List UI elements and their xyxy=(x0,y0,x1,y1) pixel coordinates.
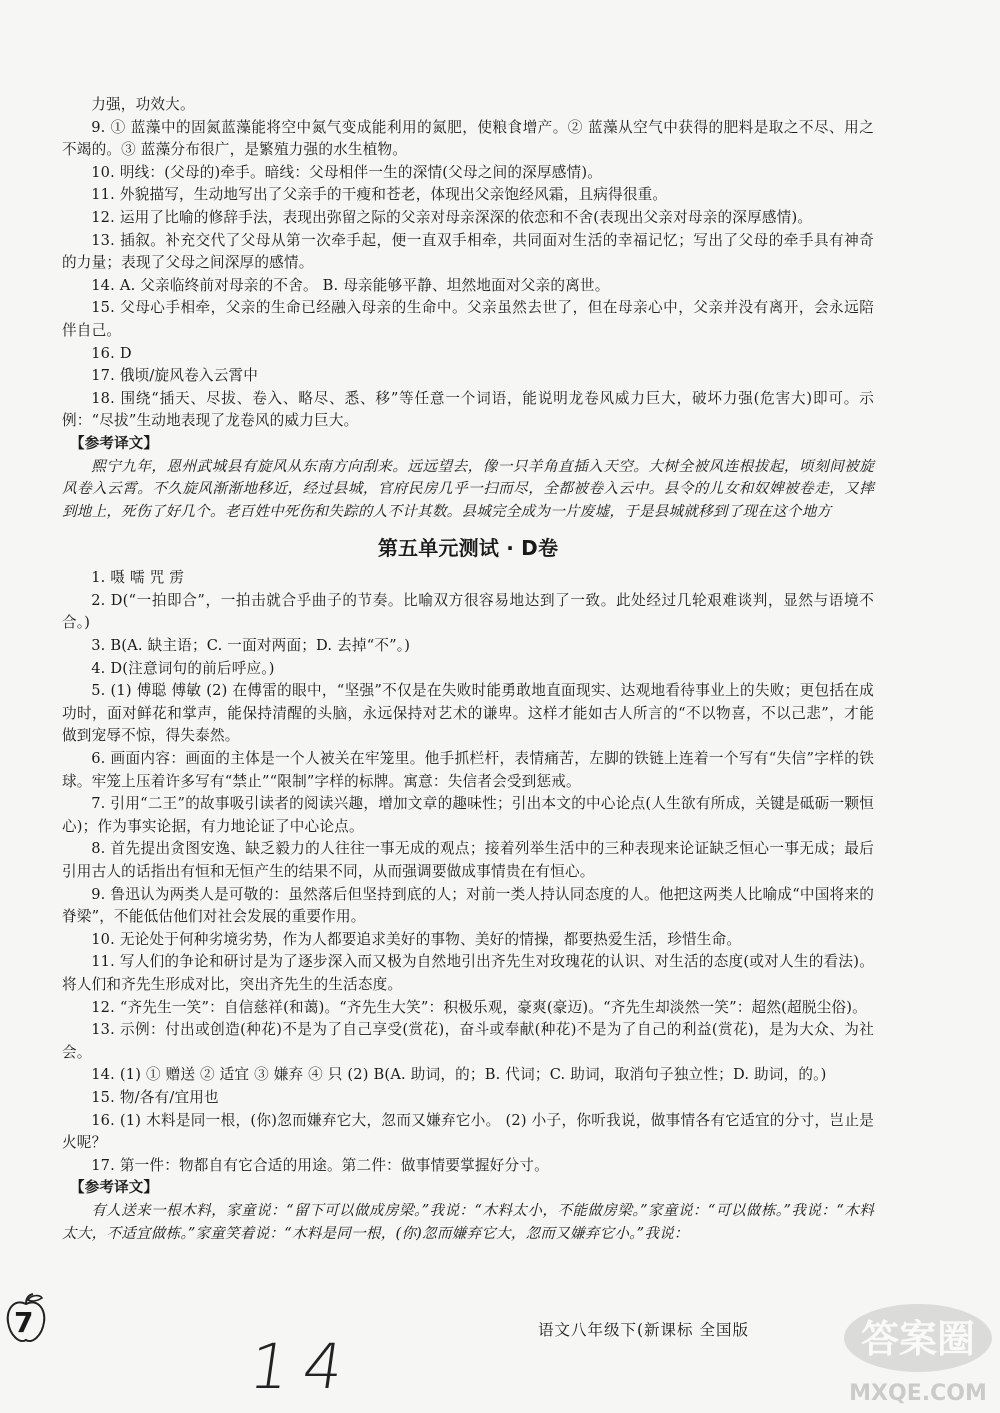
answer-item: 18. 围绕“插天、尽拔、卷入、略尽、悉、移”等任意一个词语，能说明龙卷风威力巨大，破坏力强(危害大)即可。示例：“尽拔”生动地表现了龙卷风的威力巨大。 xyxy=(62,389,874,430)
answer-item: 3. B(A. 缺主语；C. 一面对两面；D. 去掉“不”。) xyxy=(91,637,411,655)
answer-item: 2. D(“一拍即合”，一拍击就合乎曲子的节奏。比喻双方很容易地达到了一致。此处经过几轮艰难谈判，显然与语境不合。) xyxy=(62,591,874,632)
answer-item: 1. 嗫 嚅 咒 雳 xyxy=(91,569,185,587)
answer-item: 力强，功效大。 xyxy=(91,96,195,113)
footer-text: 语文八年级下(新课标 全国版 xyxy=(538,1321,749,1339)
reference-translation-text: 熙宁九年，恩州武城县有旋风从东南方向刮来。远远望去，像一只羊角直插入天空。大树全被风连根拔起，顷刻间被旋风卷入云霄。不久旋风渐渐地移近，经过县城，官府民房几乎一扫而尽，全都被卷入云中。县令的儿女和奴婢被卷走，又摔到地上，死伤了好几个。老百姓中死伤和失踪的人不计其数。县城完全成为一片废墟，于是县城就移到了现在这个地方 xyxy=(62,457,874,520)
answer-item: 12. 运用了比喻的修辞手法，表现出弥留之际的父亲对母亲深深的依恋和不舍(表现出父亲对母亲的深厚感情)。 xyxy=(91,208,813,226)
answer-item: 4. D(注意词句的前后呼应。) xyxy=(91,659,275,677)
answer-item: 16. D xyxy=(91,344,132,362)
answer-item: 17. 俄顷/旋风卷入云霄中 xyxy=(91,367,259,385)
reference-translation-label: 【参考译文】 xyxy=(70,435,159,452)
answer-item: 8. 首先提出贪图安逸、缺乏毅力的人往往一事无成的观点；接着列举生活中的三种表现来论证缺乏恒心一事无成；最后引用古人的话指出有恒和无恒产生的结果不同，从而强调要做成事情贵在有恒心。 xyxy=(62,840,874,880)
answer-item: 11. 写人们的争论和研讨是为了逐步深入而又极为自然地引出齐先生对玫瑰花的认识、对生活的态度(或对人生的看法)。将人们和齐先生形成对比，突出齐先生的生活态度。 xyxy=(62,953,874,993)
watermark-logo xyxy=(838,1300,998,1410)
answer-item: 5. (1) 傅聪 傅敏 (2) 在傅雷的眼中，“坚强”不仅是在失败时能勇敢地直面现实、达观地看待事业上的失败；更包括在成功时，面对鲜花和掌声，能保持清醒的头脑，永远保持对艺术的谦卑。这样才能如古人所言的“不以物喜，不以己悲”，才能做到宠辱不惊，得失泰然。 xyxy=(62,682,874,745)
answer-item: 13. 示例：付出或创造(种花)不是为了自己享受(赏花)，奋斗或奉献(种花)不是为了自己的利益(赏花)，是为大众、为社会。 xyxy=(62,1021,874,1061)
answer-item: 15. 父母心手相牵，父亲的生命已经融入母亲的生命中。父亲虽然去世了，但在母亲心中，父亲并没有离开，会永远陪伴自己。 xyxy=(62,299,874,339)
answer-item: 15. 物/各有/宜用也 xyxy=(91,1088,219,1106)
answer-item: 9. 鲁迅认为两类人是可敬的：虽然落后但坚持到底的人；对前一类人持认同态度的人。他把这两类人比喻成“中国将来的脊梁”，不能低估他们对社会发展的重要作用。 xyxy=(62,885,874,926)
answer-item: 14. (1) ① 赠送 ② 适宜 ③ 嫌弃 ④ 只 (2) B(A. 助词，的；B. 代词；C. 助词，取消句子独立性；D. 助词，的。) xyxy=(91,1066,827,1084)
answer-item: 7. 引用“二王”的故事吸引读者的阅读兴趣，增加文章的趣味性；引出本文的中心论点(人生欲有所成，关键是砥砺一颗恒心)；作为事实论据，有力地论证了中心论点。 xyxy=(62,795,874,835)
answer-item: 10. 无论处于何种劣境劣势，作为人都要追求美好的事物、美好的情操，都要热爱生活，珍惜生命。 xyxy=(91,930,742,948)
answer-item: 12. “齐先生一笑”：自信慈祥(和蔼)。“齐先生大笑”：积极乐观，豪爽(豪迈)。“齐先生却淡然一笑”：超然(超脱尘俗)。 xyxy=(91,998,867,1016)
page-number: 7 xyxy=(14,1306,34,1339)
section-title: 第五单元测试 · D卷 xyxy=(377,536,559,561)
page-content xyxy=(62,94,874,1245)
answer-item: 9. ① 蓝藻中的固氮蓝藻能将空中氮气变成能利用的氮肥，使粮食增产。② 蓝藻从空气中获得的肥料是取之不尽、用之不竭的。③ 蓝藻分布很广，是繁殖力强的水生植物。 xyxy=(62,118,874,159)
watermark-text: 答案圈 xyxy=(860,1317,976,1361)
answers-unit-4 xyxy=(62,94,874,433)
answer-item: 11. 外貌描写，生动地写出了父亲手的干瘦和苍老，体现出父亲饱经风霜，且病得很重。 xyxy=(91,186,668,204)
reference-translation-text-2: 有人送来一根木料，家童说：“留下可以做成房梁。”我说：“木料太小，不能做房梁。”家童说：“可以做栋。”我说：“木料太大，不适宜做栋。”家童笑着说：“木料是同一根，(你)忽而嫌弃它大，忽而又嫌弃它小。”我说： xyxy=(62,1201,874,1242)
answer-item: 17. 第一件：物都自有它合适的用途。第二件：做事情要掌握好分寸。 xyxy=(91,1156,549,1174)
answer-item: 6. 画面内容：画面的主体是一个人被关在牢笼里。他手抓栏杆，表情痛苦，左脚的铁链上连着一个写有“失信”字样的铁球。牢笼上压着许多写有“禁止”“限制”字样的标牌。寓意：失信者会受到惩戒。 xyxy=(62,750,874,790)
answer-item: 14. A. 父亲临终前对母亲的不舍。 B. 母亲能够平静、坦然地面对父亲的离世。 xyxy=(91,276,610,294)
reference-translation-label-2: 【参考译文】 xyxy=(70,1180,159,1197)
answer-item: 16. (1) 木料是同一根，(你)忽而嫌弃它大，忽而又嫌弃它小。 (2) 小子，你听我说，做事情各有它适宜的分寸，岂止是火呢？ xyxy=(62,1111,874,1152)
answer-item: 13. 插叙。补充交代了父母从第一次牵手起，便一直双手相牵，共同面对生活的幸福记忆；写出了父母的牵手具有神奇的力量；表现了父母之间深厚的感情。 xyxy=(62,231,874,272)
answer-item: 10. 明线：(父母的)牵手。暗线：父母相伴一生的深情(父母之间的深厚感情)。 xyxy=(91,163,603,181)
page-number-apple xyxy=(4,1292,48,1346)
handwritten-note: 14 xyxy=(244,1330,363,1403)
watermark-url: MXQE.COM xyxy=(849,1381,987,1406)
answers-unit-5-d xyxy=(62,567,874,1177)
